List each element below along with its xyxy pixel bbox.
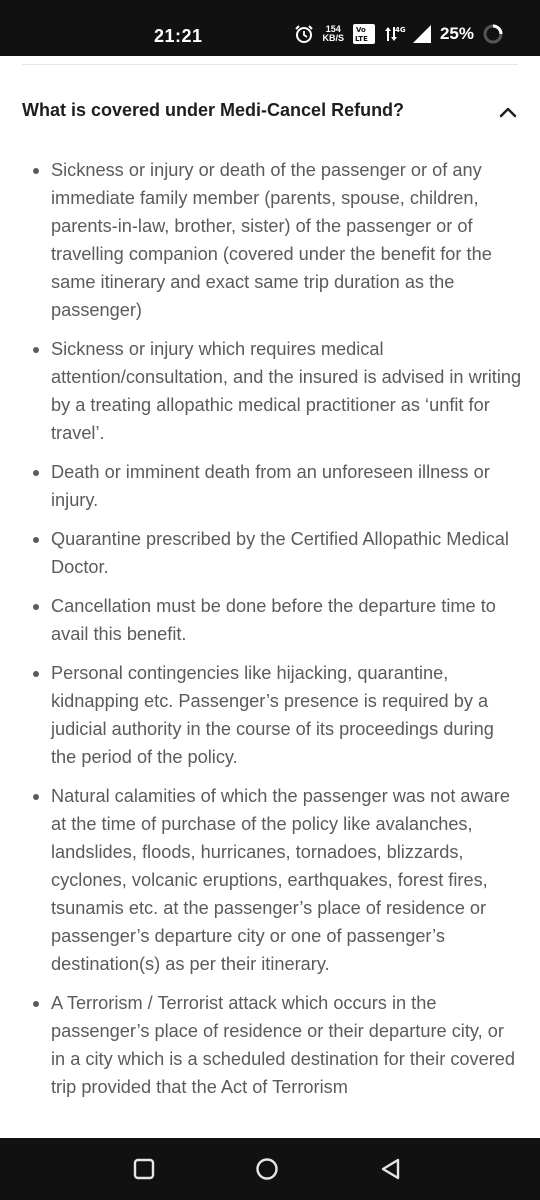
- network-type: 4G: [394, 26, 406, 34]
- navigation-bar: [0, 1138, 540, 1200]
- bullet-dot-icon: [33, 168, 39, 174]
- home-circle-icon[interactable]: [255, 1157, 279, 1181]
- list-item: [22, 458, 522, 514]
- list-item-text: Death or imminent death from an unforeseen illness or injury.: [51, 462, 490, 510]
- list-item-text: Personal contingencies like hijacking, quarantine, kidnapping etc. Passenger’s presence is required by a judicial authority in the course of its proceedings during the period of the policy.: [51, 663, 494, 767]
- list-item-text: Cancellation must be done before the departure time to avail this benefit.: [51, 596, 496, 644]
- accordion-header[interactable]: [22, 92, 518, 132]
- content-area[interactable]: [0, 56, 540, 1138]
- list-item-text: Sickness or injury or death of the passenger or of any immediate family member (parents, spouse, children, parents-in-law, brother, sister) of the passenger or of travelling companion (covered under the benefit for the same itinerary and exact same trip duration as the passenger): [51, 160, 492, 320]
- list-item: [22, 335, 522, 447]
- list-item: [22, 989, 522, 1101]
- list-item: [22, 782, 522, 978]
- recents-square-icon[interactable]: [132, 1157, 156, 1181]
- bullet-dot-icon: [33, 347, 39, 353]
- bullet-dot-icon: [33, 671, 39, 677]
- list-item: [22, 156, 522, 324]
- battery-ring-icon: [482, 23, 504, 45]
- bullet-dot-icon: [33, 470, 39, 476]
- svg-text:Vo: Vo: [355, 26, 366, 34]
- chevron-up-icon[interactable]: [498, 102, 518, 122]
- list-item: [22, 592, 522, 648]
- status-time: 21:21: [154, 26, 203, 46]
- bullet-dot-icon: [33, 604, 39, 610]
- back-triangle-icon[interactable]: [379, 1157, 403, 1181]
- bullet-dot-icon: [33, 1001, 39, 1007]
- status-icons: [294, 23, 504, 45]
- alarm-icon: [294, 24, 314, 44]
- svg-text:LTE: LTE: [354, 35, 368, 43]
- volte-icon: [352, 23, 376, 45]
- bullet-dot-icon: [33, 537, 39, 543]
- coverage-list: [22, 156, 522, 1112]
- speed-unit: KB/S: [322, 33, 344, 43]
- network-speed: [322, 25, 344, 43]
- status-bar: [0, 0, 540, 56]
- data-arrows-icon: [384, 24, 404, 44]
- speed-value: 154: [325, 24, 341, 34]
- list-item: [22, 659, 522, 771]
- list-item: [22, 525, 522, 581]
- list-item-text: Quarantine prescribed by the Certified Allopathic Medical Doctor.: [51, 529, 509, 577]
- list-item-text: Sickness or injury which requires medical attention/consultation, and the insured is advised in writing by a treating allopathic medical practitioner as ‘unfit for travel’.: [51, 339, 522, 443]
- section-title: What is covered under Medi-Cancel Refund?: [22, 100, 405, 120]
- list-item-text: Natural calamities of which the passenger was not aware at the time of purchase of the policy like avalanches, landslides, floods, hurricanes, tornadoes, blizzards, cyclones, volcanic eruptions, earthquakes, forest fires, tsunamis etc. at the passenger’s place of residence or passenger’s departure city or one of passenger’s destination(s) as per their itinerary.: [51, 786, 510, 974]
- battery-percentage: 25%: [439, 24, 474, 43]
- signal-icon: [412, 24, 432, 44]
- list-item-text: A Terrorism / Terrorist attack which occurs in the passenger’s place of residence or their departure city, or in a city which is a scheduled destination for their covered trip provided that the Act of Terrorism: [51, 993, 516, 1097]
- bullet-dot-icon: [33, 794, 39, 800]
- divider: [22, 64, 518, 65]
